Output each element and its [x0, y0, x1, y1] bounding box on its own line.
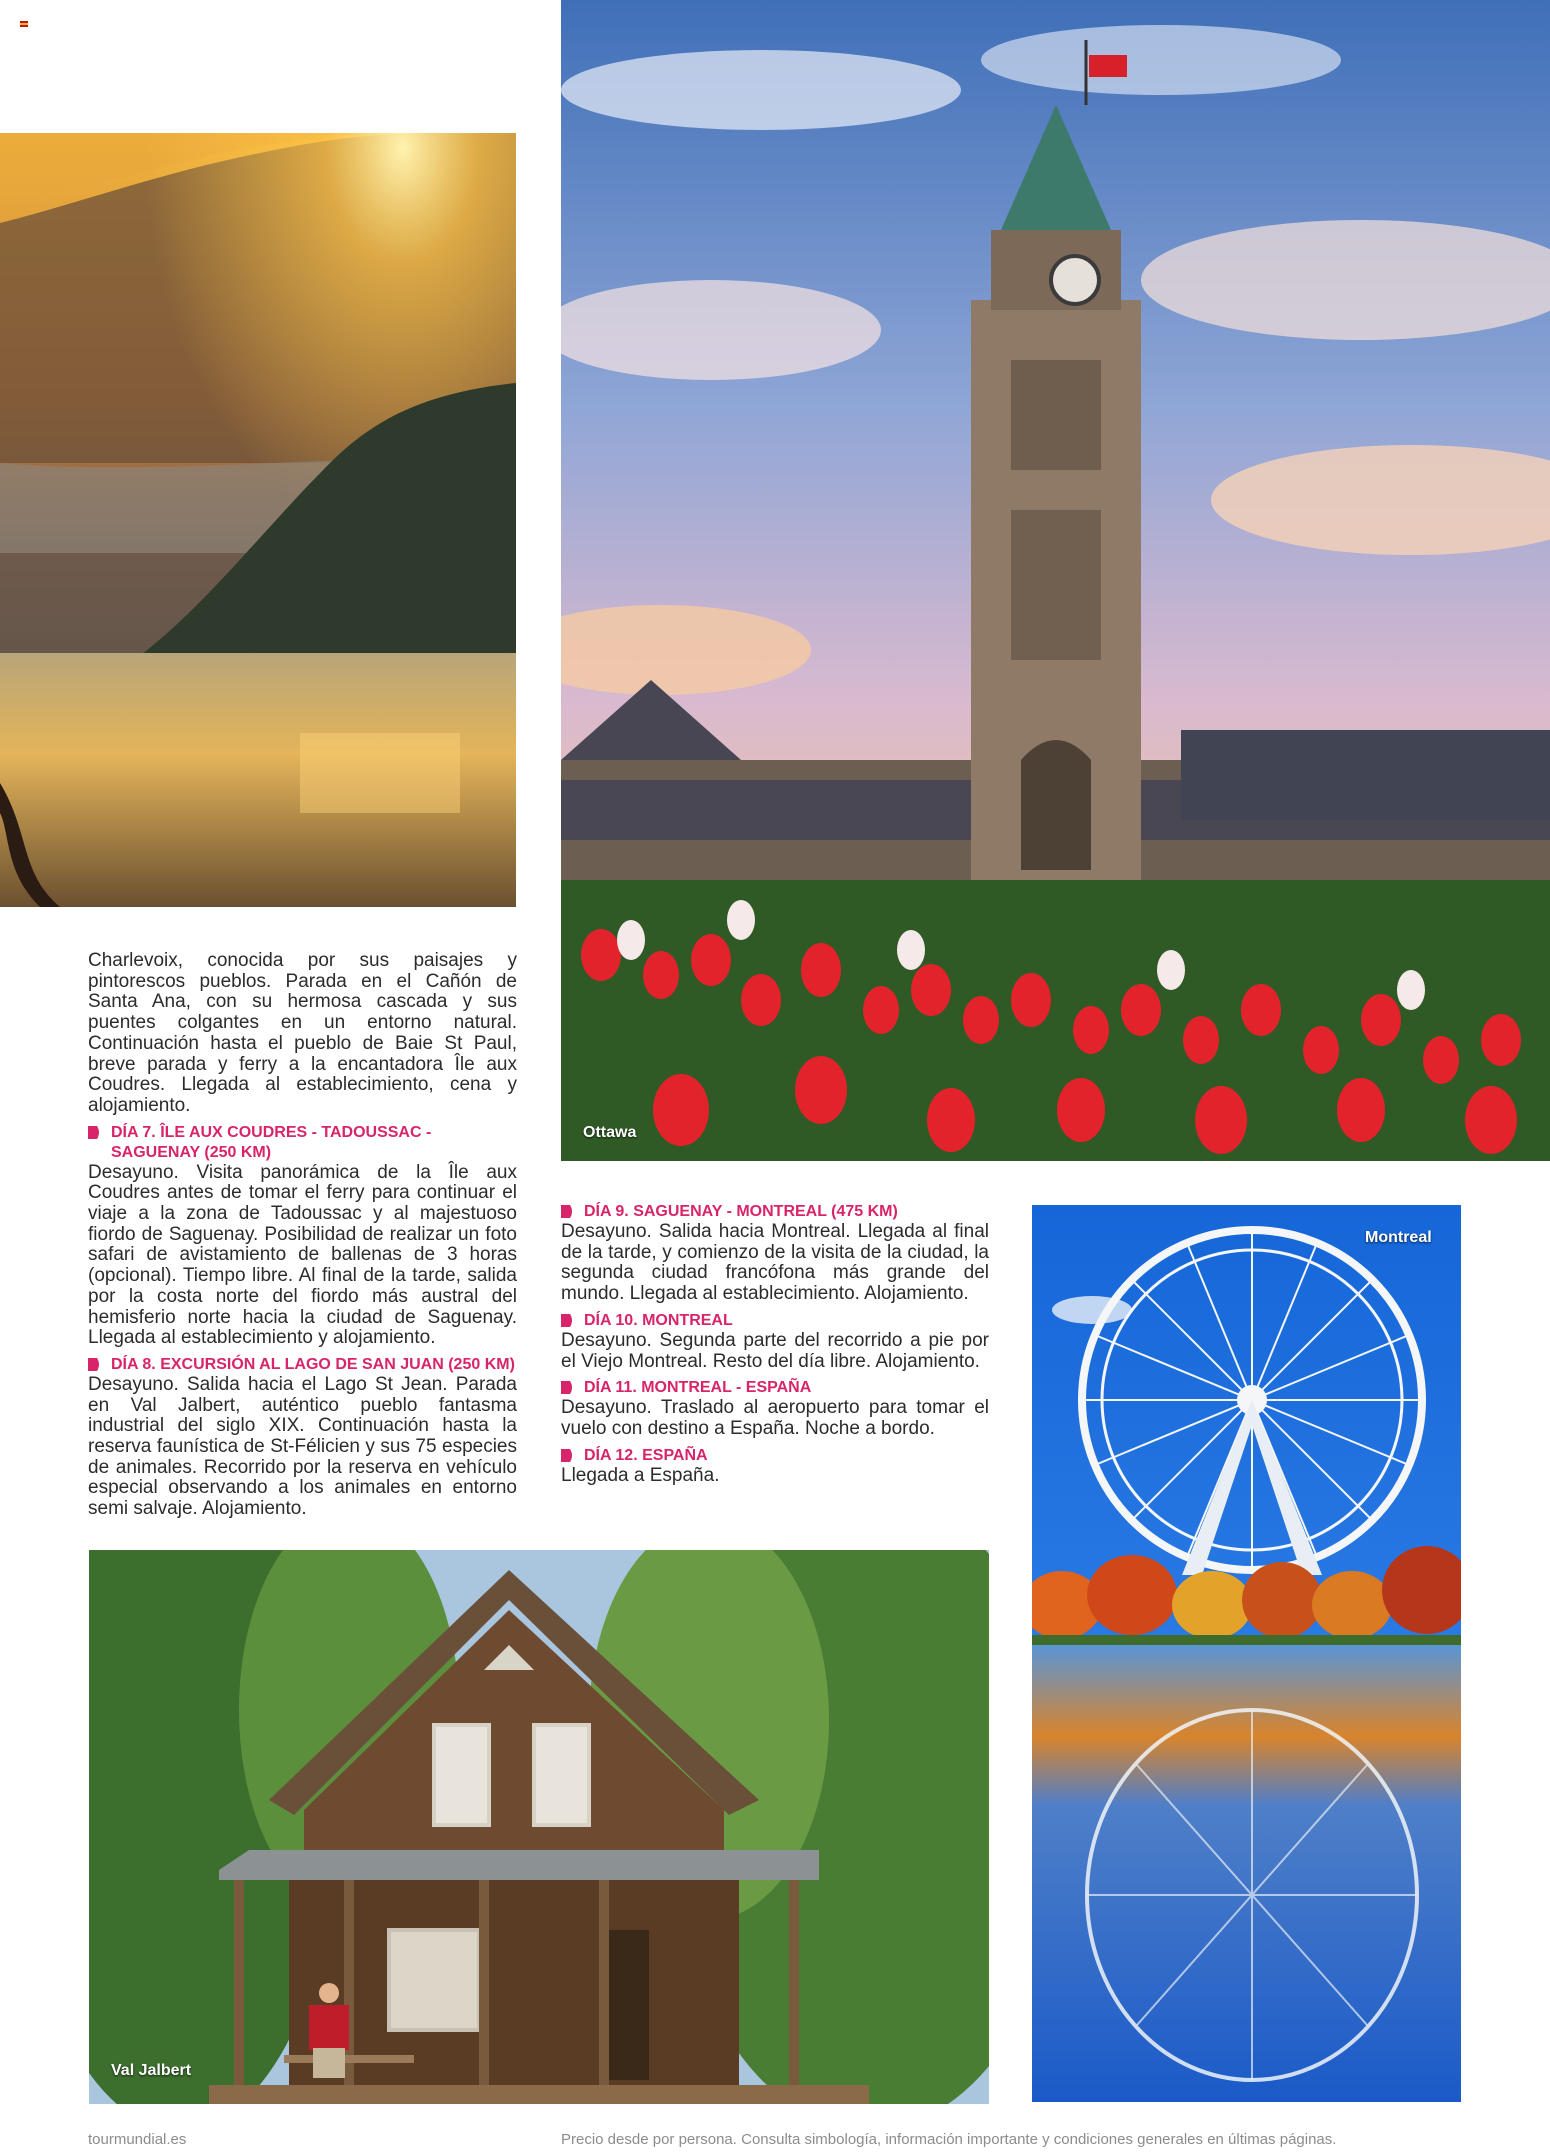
- intro-paragraph: Charlevoix, conocida por sus paisajes y pintorescos pueblos. Parada en el Cañón de Santa Ana, con su hermosa cascada y sus puentes colgantes en un entorno natural. Continuación hasta el pueblo de Baie St Paul, breve parada y ferry a la encantadora Île aux Coudres. Llegada al establecimiento, cena y alojamiento.: [88, 950, 517, 1116]
- day-9-heading: [561, 1202, 989, 1222]
- play-bullet-icon: [561, 1381, 574, 1394]
- day-12-text: Llegada a España.: [561, 1464, 720, 1486]
- footer-disclaimer: Precio desde por persona. Consulta simbología, información importante y condiciones generales en últimas páginas.: [561, 2131, 1337, 2148]
- itinerary-left-column: [88, 951, 517, 1520]
- day-8-text: Desayuno. Salida hacia el Lago St Jean. Parada en Val Jalbert, auténtico pueblo fantasma industrial del siglo XIX. Continuación hasta la reserva faunística de St-Félicien y sus 75 especies de animales. Recorrido por la reserva en vehículo especial observando a los animales en entorno semi salvaje. Alojamiento.: [88, 1373, 517, 1520]
- footer-site[interactable]: tourmundial.es: [88, 2131, 187, 2148]
- itinerary-middle-column: [561, 1202, 989, 1486]
- day-7-text: Desayuno. Visita panorámica de la Île aux Coudres antes de tomar el ferry para continuar el viaje a la zona de Tadoussac y al majestuoso fiordo de Saguenay. Posibilidad de realizar un foto safari de avistamiento de ballenas de 3 horas (opcional). Tiempo libre. Al final de la tarde, salida por la costa norte del fiordo más austral del hemisferio norte hacia la ciudad de Saguenay. Llegada al establecimiento y alojamiento.: [88, 1161, 517, 1349]
- photo-caption-val-jalbert: Val Jalbert: [111, 2062, 192, 2079]
- photo-caption-montreal: Montreal: [1365, 1229, 1432, 1246]
- photo-montreal: [1032, 1205, 1461, 2102]
- day-9-title: DÍA 9. SAGUENAY - MONTREAL (475 KM): [584, 1203, 898, 1220]
- day-8-heading: [88, 1355, 517, 1375]
- photo-saguenay-fjord: [0, 133, 516, 907]
- day-8-title: DÍA 8. EXCURSIÓN AL LAGO DE SAN JUAN (250 KM): [111, 1355, 515, 1373]
- day-12-title: DÍA 12. ESPAÑA: [584, 1446, 708, 1464]
- day-10-title: DÍA 10. MONTREAL: [584, 1311, 733, 1329]
- day-9-text: Desayuno. Salida hacia Montreal. Llegada al final de la tarde, y comienzo de la visita de la ciudad, la segunda ciudad francófona más grande del mundo. Llegada al establecimiento. Alojamiento.: [561, 1221, 989, 1305]
- day-12-heading: [561, 1446, 989, 1466]
- photo-caption-ottawa: Ottawa: [583, 1124, 637, 1141]
- play-bullet-icon: [88, 1126, 101, 1139]
- day-10-text: Desayuno. Segunda parte del recorrido a pie por el Viejo Montreal. Resto del día libre. Alojamiento.: [561, 1329, 989, 1372]
- play-bullet-icon: [88, 1358, 101, 1371]
- flag-mark-icon: [20, 21, 28, 27]
- day-7-heading: [88, 1123, 517, 1163]
- photo-ottawa: [561, 0, 1550, 1161]
- day-11-heading: [561, 1378, 989, 1398]
- day-10-heading: [561, 1311, 989, 1331]
- day-11-title: DÍA 11. MONTREAL - ESPAÑA: [584, 1379, 812, 1397]
- day-7-title: DÍA 7. ÎLE AUX COUDRES - TADOUSSAC - SAGUENAY (250 KM): [111, 1123, 432, 1161]
- day-11-text: Desayuno. Traslado al aeropuerto para tomar el vuelo con destino a España. Noche a bordo.: [561, 1397, 989, 1439]
- play-bullet-icon: [561, 1205, 574, 1218]
- play-bullet-icon: [561, 1449, 574, 1462]
- photo-val-jalbert: [89, 1550, 989, 2104]
- play-bullet-icon: [561, 1314, 574, 1327]
